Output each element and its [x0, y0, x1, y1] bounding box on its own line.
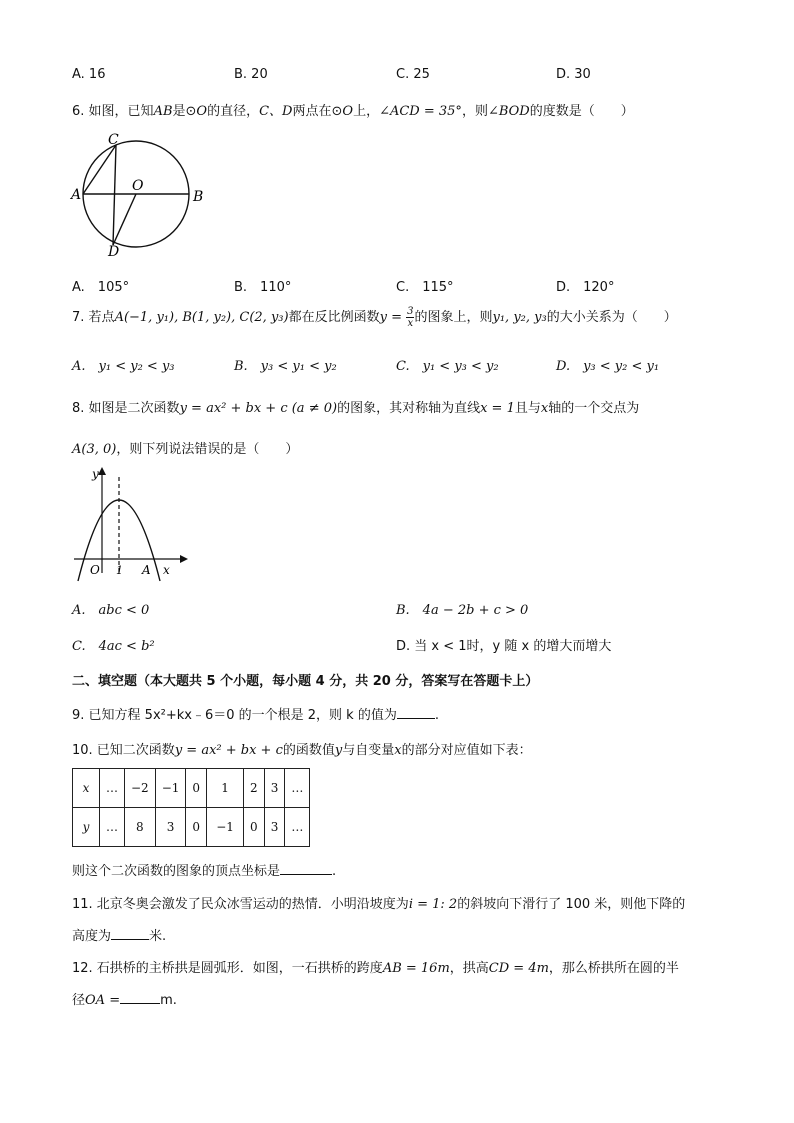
q8-stem-line2: A(3, 0)，则下列说法错误的是（ ） — [72, 442, 299, 457]
q8-label-o: O — [90, 563, 100, 577]
q5-option-c: C. 25 — [396, 67, 430, 82]
q10-question: 则这个二次函数的图象的顶点坐标是 . — [72, 864, 337, 879]
q5-option-b: B. 20 — [234, 67, 268, 82]
q10-answer-blank[interactable] — [280, 874, 332, 875]
q11-answer-blank[interactable] — [111, 939, 149, 940]
table-cell: −2 — [125, 769, 156, 808]
q7-stem: 7. 若点A(−1, y₁), B(1, y₂), C(2, y₃)都在反比例函数y = $\frac{3}{x}$ 的图象上，则y₁, y₂, y₃的大小关系为（ ） — [72, 306, 677, 329]
q6-option-a: A. 105° — [72, 280, 130, 295]
q7-option-c: C. y₁ < y₃ < y₂ — [396, 359, 499, 374]
table-cell: 0 — [244, 808, 265, 847]
q8-label-a: A — [142, 563, 151, 577]
q8-option-b: B. 4a − 2b + c > 0 — [396, 603, 529, 618]
table-cell: 0 — [186, 808, 207, 847]
q6-label-a: A — [71, 187, 82, 203]
q7-option-a: A. y₁ < y₂ < y₃ — [72, 359, 175, 374]
q6-label-c: C — [108, 132, 119, 148]
q8-label-y: y — [92, 467, 99, 481]
table-cell: y — [73, 808, 100, 847]
q6-stem: 6. 如图，已知AB是⊙O的直径，C、D两点在⊙O上，∠ACD = 35°，则∠BOD的度数是（ ） — [72, 104, 634, 119]
q9-stem: 9. 已知方程 5x²+kx﹣6＝0 的一个根是 2，则 k 的值为 . — [72, 708, 439, 723]
q12-stem-line2: 径OA = m. — [72, 993, 177, 1008]
table-cell: 0 — [186, 769, 207, 808]
q10-value-table — [72, 768, 310, 847]
q6-option-d: D. 120° — [556, 280, 615, 295]
table-row-y — [73, 808, 310, 847]
table-cell: −1 — [155, 769, 186, 808]
q8-stem-line1: 8. 如图是二次函数y = ax² + bx + c (a ≠ 0)的图象，其对称轴为直线x = 1且与x轴的一个交点为 — [72, 401, 640, 416]
q8-option-a: A. abc < 0 — [72, 603, 150, 618]
q6-circle-figure — [68, 128, 208, 258]
table-cell: 3 — [264, 808, 285, 847]
table-cell: x — [73, 769, 100, 808]
q12-stem-line1: 12. 石拱桥的主桥拱是圆弧形．如图，一石拱桥的跨度AB = 16m，拱高CD = 4m，那么桥拱所在圆的半 — [72, 961, 679, 976]
section-2-heading: 二、填空题（本大题共 5 个小题，每小题 4 分，共 20 分，答案写在答题卡上） — [72, 674, 539, 689]
table-cell: … — [100, 808, 125, 847]
q11-stem-line2: 高度为 米. — [72, 929, 167, 944]
table-row-x — [73, 769, 310, 808]
table-cell: 2 — [244, 769, 265, 808]
q9-answer-blank[interactable] — [397, 718, 435, 719]
table-cell: −1 — [207, 808, 244, 847]
q8-label-1: 1 — [116, 564, 123, 577]
q8-label-x: x — [163, 563, 170, 577]
q6-option-b: B. 110° — [234, 280, 292, 295]
table-cell: 1 — [207, 769, 244, 808]
q12-answer-blank[interactable] — [120, 1003, 160, 1004]
table-cell: … — [285, 769, 310, 808]
q11-stem-line1: 11. 北京冬奥会激发了民众冰雪运动的热情．小明沿坡度为i = 1: 2的斜坡向下滑行了 100 米，则他下降的 — [72, 897, 686, 912]
q8-option-c: C. 4ac < b² — [72, 639, 155, 654]
q6-label-d: D — [108, 244, 120, 258]
q6-label-o: O — [132, 178, 144, 194]
table-cell: 8 — [125, 808, 156, 847]
q10-stem: 10. 已知二次函数y = ax² + bx + c的函数值y与自变量x的部分对应值如下表： — [72, 743, 532, 758]
q7-option-d: D. y₃ < y₂ < y₁ — [556, 359, 660, 374]
q5-option-a: A. 16 — [72, 67, 106, 82]
table-cell: 3 — [264, 769, 285, 808]
q8-option-d: D. 当 x < 1时，y 随 x 的增大而增大 — [396, 639, 612, 654]
q8-parabola-figure — [70, 463, 190, 583]
q6-label-b: B — [193, 189, 204, 205]
table-cell: 3 — [155, 808, 186, 847]
q5-option-d: D. 30 — [556, 67, 591, 82]
table-cell: … — [285, 808, 310, 847]
table-cell: … — [100, 769, 125, 808]
q6-option-c: C. 115° — [396, 280, 454, 295]
q7-option-b: B. y₃ < y₁ < y₂ — [234, 359, 337, 374]
q7-fraction: $\frac{3}{x}$ — [407, 306, 414, 329]
